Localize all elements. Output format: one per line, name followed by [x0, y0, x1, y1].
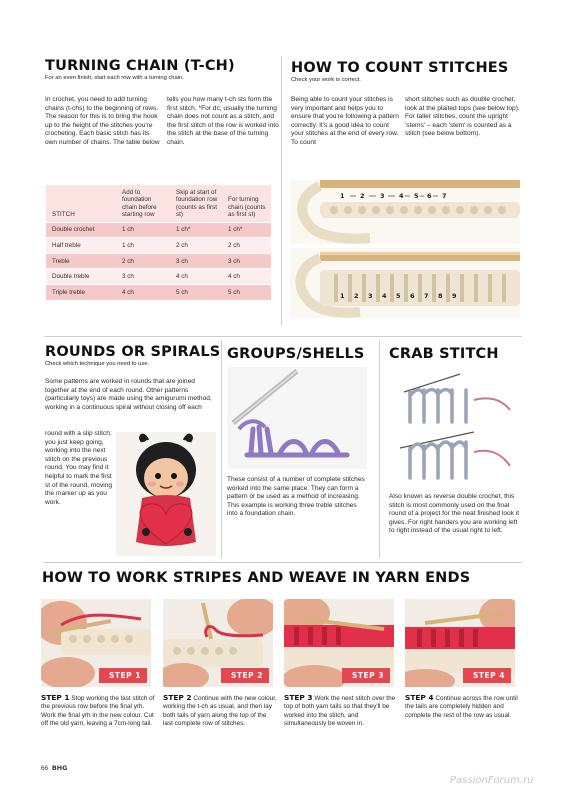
groups-title: GROUPS/SHELLS [227, 346, 365, 362]
turning-chain-text-col2: tells you how many t-ch sts form the first stitch. *For dc, usually the turning chain does not count as a stitch, and the first stitch of the row is worked into the stitch at the base of the turning chain. [167, 96, 279, 146]
table-cell: Triple treble [46, 285, 116, 301]
table-cell: 4 ch [116, 285, 170, 301]
table-cell: 5 ch [222, 285, 271, 301]
step2-text [163, 694, 277, 729]
count-number: 4 [399, 192, 404, 200]
count-stitches-text-col2: short stitches such as double crochet, look at the plaited tops (see below top). For taller stitches, count the upright 'stems' – each 'stem' is counted as a stitch (see below bottom). [405, 96, 520, 138]
step3-photo [284, 599, 394, 687]
table-cell: 3 ch [170, 253, 222, 269]
count-number: 3 [380, 192, 385, 200]
table-row [46, 238, 271, 254]
table-cell: 3 ch [116, 269, 170, 285]
count-number: 1 [340, 192, 345, 200]
amigurumi-ladybird-photo [116, 432, 216, 556]
table-header-turning: For turning chain (counts as first st) [222, 185, 271, 222]
count-number: 5 [396, 292, 401, 300]
step3-text [284, 694, 398, 729]
turning-chain-table [46, 185, 271, 300]
step3-label: STEP 3 [284, 693, 313, 702]
rounds-text-side: round with a slip stitch; you just keep going, working into the next stitch on the previous round. You may find it helpful to mark the first st of the round, moving the marker up as you work. [45, 430, 113, 506]
count-dc-photo [290, 180, 520, 244]
count-stitches-subtitle: Check your work is correct. [291, 77, 361, 83]
step1-photo [41, 599, 151, 687]
rounds-title: ROUNDS OR SPIRALS [45, 344, 221, 360]
table-cell: 4 ch [222, 269, 271, 285]
table-row [46, 269, 271, 285]
crab-stitch-diagram [390, 370, 522, 486]
count-number: 7 [442, 192, 447, 200]
rounds-text-top: Some patterns are worked in rounds that are joined together at the end of each round. Other patterns (particularly toys) are made using the amigurumi method, working in a continuous spiral without closing off each [45, 378, 212, 411]
count-tr-photo [290, 248, 520, 318]
turning-chain-subtitle: For an even finish, start each row with a turning chain. [45, 75, 184, 81]
table-cell: 4 ch [170, 269, 222, 285]
step2-badge: STEP 2 [221, 668, 269, 683]
count-number: 6 [410, 292, 415, 300]
turning-chain-title: TURNING CHAIN (T-CH) [45, 58, 235, 74]
table-cell: 1 ch* [222, 222, 271, 238]
table-cell: 1 ch [116, 222, 170, 238]
step1-description: Stop working the last stitch of the previous row before the final yrh. Work the final yrh in the new colour. Cut off the old yarn, leaving a 7cm-long tail. [41, 695, 155, 728]
count-number: 6 [427, 192, 432, 200]
count-number: 3 [368, 292, 373, 300]
table-cell: 5 ch [170, 285, 222, 301]
step4-text [405, 694, 519, 720]
magazine-brand: BHG [51, 764, 68, 772]
table-header-stitch: STITCH [46, 185, 116, 222]
table-cell: Half treble [46, 238, 116, 254]
page-number: 66 [41, 765, 49, 772]
table-cell: 2 ch [222, 238, 271, 254]
count-stitches-title: HOW TO COUNT STITCHES [291, 60, 509, 76]
step3-badge: STEP 3 [342, 668, 390, 683]
table-header-add: Add to foundation chain before starting row [116, 185, 170, 222]
step2-label: STEP 2 [163, 693, 192, 702]
turning-chain-text-col1: In crochet, you need to add turning chains (t-chs) to the beginning of rows. The reason for this is to bring the hook up to the height of the stitches you're crocheting. Each basic stitch has its own number of chains. The table below [45, 96, 160, 146]
crab-text: Also known as reverse double crochet, this stitch is most commonly used on the final round of a project for the neat finished look it gives. For right handers you are working left to right instead of the usual right to left. [389, 493, 520, 535]
count-number: 8 [438, 292, 443, 300]
crab-title: CRAB STITCH [389, 346, 499, 362]
table-cell: 1 ch* [170, 222, 222, 238]
stripes-title: HOW TO WORK STRIPES AND WEAVE IN YARN ENDS [42, 570, 471, 586]
count-number: 7 [424, 292, 429, 300]
table-row [46, 222, 271, 238]
watermark: PassionForum.ru [450, 775, 534, 786]
table-cell: Double treble [46, 269, 116, 285]
table-cell: 2 ch [116, 253, 170, 269]
step3-description: Work the next stitch over the top of both yarn tails so that they'll be worked into the stitch, and simultaneously be woven in. [284, 695, 396, 728]
step4-label: STEP 4 [405, 693, 434, 702]
count-number: 5 [414, 192, 419, 200]
count-stitches-text-col1: Being able to count your stitches is very important and helps you to ensure that you're following a pattern correctly. It's a good idea to count your stitches at the end of every row. To count [291, 96, 399, 146]
page-footer [41, 764, 67, 772]
table-cell: 1 ch [116, 238, 170, 254]
column-divider [221, 340, 222, 558]
table-cell: 3 ch [222, 253, 271, 269]
count-number: 1 [340, 292, 345, 300]
table-cell: Double crochet [46, 222, 116, 238]
groups-text: These consist of a number of complete stitches worked into the same place. They can form a pattern or be used as a method of increasing. This example is working three treble stitches into a foundation chain. [227, 476, 365, 518]
step4-description: Continue across the row until the tails are completely hidden and complete the rest of the row as usual. [405, 695, 518, 719]
table-row [46, 285, 271, 301]
count-number: 2 [354, 292, 359, 300]
step1-text [41, 694, 155, 729]
table-row [46, 253, 271, 269]
column-divider [281, 56, 282, 326]
step1-label: STEP 1 [41, 693, 70, 702]
column-divider [379, 340, 380, 558]
step2-photo [163, 599, 273, 687]
table-header-skip: Skip at start of foundation row (counts as first st) [170, 185, 222, 222]
table-cell: 2 ch [170, 238, 222, 254]
section-divider [44, 336, 522, 337]
count-number: 9 [452, 292, 457, 300]
section-divider [44, 562, 522, 563]
step1-badge: STEP 1 [99, 668, 147, 683]
count-number: 2 [360, 192, 365, 200]
table-cell: Treble [46, 253, 116, 269]
step4-photo [405, 599, 515, 687]
step2-description: Continue with the new colour, working the t-ch as usual, and then lay both tails of yarn along the top of the last complete row of stitches. [163, 695, 277, 728]
step4-badge: STEP 4 [463, 668, 511, 683]
rounds-subtitle: Check which technique you need to use. [45, 361, 150, 367]
count-number: 4 [382, 292, 387, 300]
groups-shells-photo [227, 367, 367, 469]
